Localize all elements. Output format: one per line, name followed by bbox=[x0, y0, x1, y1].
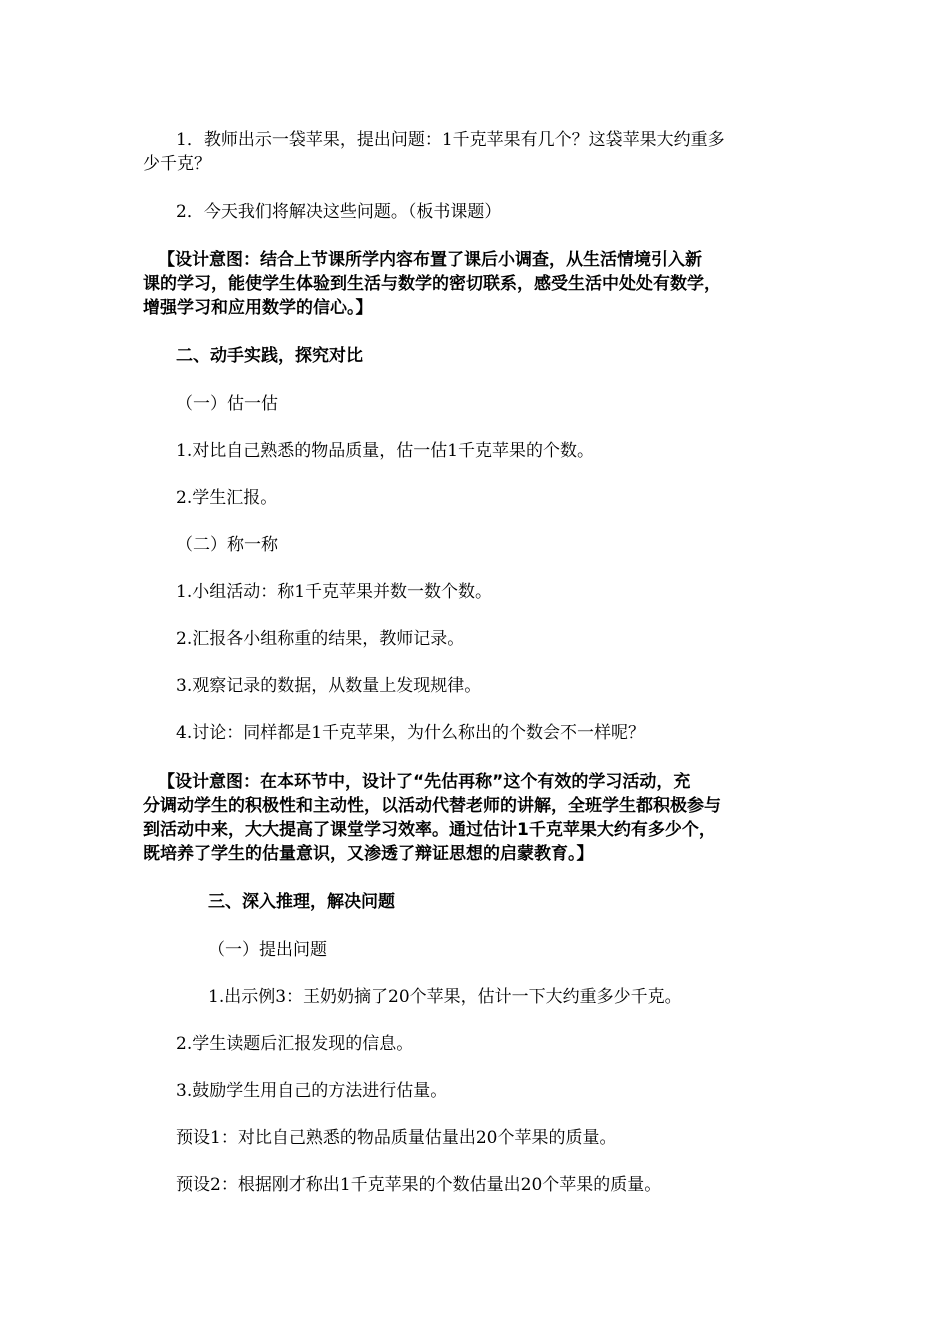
subsection-heading: （一）估一估 bbox=[176, 394, 278, 414]
list-item: 3.观察记录的数据，从数量上发现规律。 bbox=[176, 676, 482, 696]
paragraph-line: 少千克？ bbox=[143, 154, 211, 174]
list-item: 4.讨论：同样都是1千克苹果，为什么称出的个数会不一样呢？ bbox=[176, 723, 646, 743]
list-item: 2.学生汇报。 bbox=[176, 488, 278, 508]
subsection-heading: （一）提出问题 bbox=[208, 940, 327, 960]
list-item: 预设2：根据刚才称出1千克苹果的个数估量出20个苹果的质量。 bbox=[176, 1175, 662, 1195]
list-item: 2.汇报各小组称重的结果，教师记录。 bbox=[176, 629, 465, 649]
list-item: 1.出示例3：王奶奶摘了20个苹果，估计一下大约重多少千克。 bbox=[208, 987, 682, 1007]
design-intent-line: 到活动中来，大大提高了课堂学习效率。通过估计1千克苹果大约有多少个， bbox=[143, 820, 716, 840]
design-intent-line: 【设计意图：结合上节课所学内容布置了课后小调查，从生活情境引入新 bbox=[158, 250, 702, 270]
list-item: 2.学生读题后汇报发现的信息。 bbox=[176, 1034, 414, 1054]
section-heading: 三、深入推理，解决问题 bbox=[208, 892, 395, 912]
design-intent-line: 课的学习，能使学生体验到生活与数学的密切联系，感受生活中处处有数学， bbox=[143, 274, 721, 294]
design-intent-line: 既培养了学生的估量意识，又渗透了辩证思想的启蒙教育。】 bbox=[143, 844, 594, 864]
list-item: 1.对比自己熟悉的物品质量，估一估1千克苹果的个数。 bbox=[176, 441, 595, 461]
list-item: 1.小组活动：称1千克苹果并数一数个数。 bbox=[176, 582, 493, 602]
design-intent-line: 【设计意图：在本环节中，设计了“先估再称”这个有效的学习活动，充 bbox=[158, 772, 691, 792]
paragraph-line: 2．今天我们将解决这些问题。（板书课题） bbox=[176, 202, 502, 222]
subsection-heading: （二）称一称 bbox=[176, 535, 278, 555]
section-heading: 二、动手实践，探究对比 bbox=[176, 346, 363, 366]
list-item: 3.鼓励学生用自己的方法进行估量。 bbox=[176, 1081, 448, 1101]
design-intent-line: 增强学习和应用数学的信心。】 bbox=[143, 298, 373, 318]
design-intent-line: 分调动学生的积极性和主动性，以活动代替老师的讲解，全班学生都积极参与 bbox=[143, 796, 721, 816]
list-item: 预设1：对比自己熟悉的物品质量估量出20个苹果的质量。 bbox=[176, 1128, 617, 1148]
paragraph-line: 1．教师出示一袋苹果，提出问题：1千克苹果有几个？这袋苹果大约重多 bbox=[176, 130, 725, 150]
